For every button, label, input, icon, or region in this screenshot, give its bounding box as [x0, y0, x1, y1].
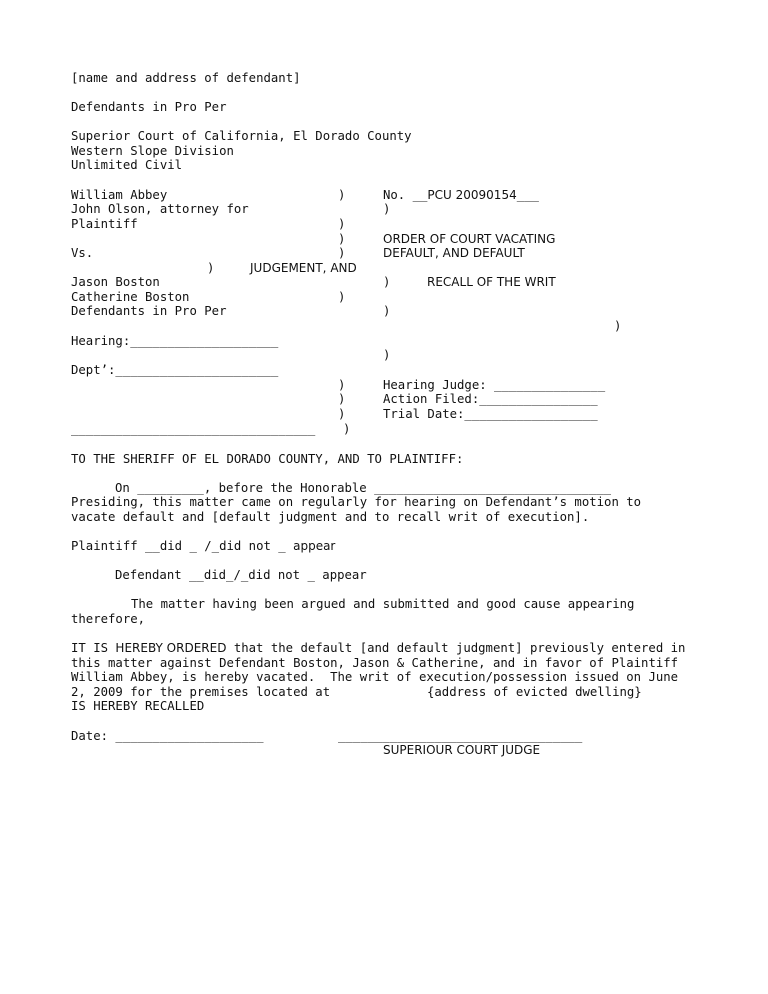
- order-line-1-rest: that the default [and default judgment] previously entered in: [226, 641, 686, 655]
- trial-date-field: Trial Date:__________________: [383, 407, 598, 421]
- document-title-line-1: ORDER OF COURT VACATING: [383, 232, 556, 246]
- document-title-line-4: RECALL OF THE WRIT: [427, 275, 556, 289]
- judge-signature-label: SUPERIOUR COURT JUDGE: [383, 743, 541, 757]
- case-number-suffix: ___: [516, 188, 539, 202]
- plaintiff-name: William Abbey: [71, 188, 168, 202]
- court-name: Superior Court of California, El Dorado County: [71, 129, 412, 143]
- caption-paren: ): [338, 188, 346, 202]
- paragraph-2-line-1: The matter having been argued and submitted and good cause appearing: [131, 597, 635, 611]
- caption-paren: ): [383, 202, 391, 216]
- dept-field: Dept’:______________________: [71, 363, 279, 377]
- judge-signature-line: _________________________________: [338, 729, 583, 743]
- order-line-3: William Abbey, is hereby vacated. The writ of execution/possession issued on June: [71, 670, 679, 684]
- pro-per-line: Defendants in Pro Per: [71, 100, 227, 114]
- plaintiff-attorney: John Olson, attorney for: [71, 202, 249, 216]
- court-division: Western Slope Division: [71, 144, 234, 158]
- order-line-5: IS HEREBY RECALLED: [71, 699, 205, 713]
- civil-type: Unlimited Civil: [71, 158, 183, 172]
- caption-paren: ): [614, 319, 622, 333]
- defendants-pro-per: Defendants in Pro Per: [71, 304, 227, 318]
- case-number: PCU 20090154: [427, 188, 517, 202]
- order-line-1: [71, 641, 685, 655]
- document-title-line-2: DEFAULT, AND DEFAULT: [383, 246, 525, 260]
- defendant-name-1: Jason Boston: [71, 275, 160, 289]
- order-line-4: 2, 2009 for the premises located at: [71, 685, 331, 699]
- caption-paren: ): [207, 261, 215, 275]
- caption-underline: _________________________________: [71, 422, 316, 436]
- evicted-dwelling-address-placeholder: {address of evicted dwelling}: [427, 685, 642, 699]
- hereby-ordered-text: HEREBY ORDERED: [115, 641, 227, 655]
- hearing-judge-field: Hearing Judge: _______________: [383, 378, 606, 392]
- caption-paren: ): [338, 246, 346, 260]
- plaintiff-appearance: [71, 539, 335, 553]
- paragraph-1-line-1: On _________, before the Honorable ________________________________: [115, 481, 612, 495]
- salutation: TO THE SHERIFF OF EL DORADO COUNTY, AND TO PLAINTIFF:: [71, 452, 464, 466]
- caption-paren: ): [338, 392, 346, 406]
- case-number-prefix: No. __: [383, 188, 428, 202]
- caption-paren: ): [338, 407, 346, 421]
- order-line-1-start: IT IS: [71, 641, 116, 655]
- caption-paren: ): [343, 422, 351, 436]
- plaintiff-label: Plaintiff: [71, 217, 138, 231]
- action-filed-field: Action Filed:________________: [383, 392, 598, 406]
- defendant-address-placeholder: [name and address of defendant]: [71, 71, 301, 85]
- defendant-name-2: Catherine Boston: [71, 290, 190, 304]
- hearing-field: Hearing:____________________: [71, 334, 279, 348]
- order-line-2: this matter against Defendant Boston, Jason & Catherine, and in favor of Plaintiff: [71, 656, 679, 670]
- case-number-line: [383, 188, 539, 202]
- document-title-line-3: JUDGEMENT, AND: [250, 261, 357, 275]
- paragraph-1-line-2: Presiding, this matter came on regularly for hearing on Defendant’s motion to: [71, 495, 642, 509]
- versus-label: Vs.: [71, 246, 94, 260]
- plaintiff-appear-word: appear: [293, 539, 336, 553]
- defendant-appearance: Defendant __did_/_did not _ appear: [115, 568, 367, 582]
- caption-paren: ): [383, 304, 391, 318]
- caption-paren: ): [338, 378, 346, 392]
- plaintiff-appearance-text: Plaintiff __did _ /_did not _: [71, 539, 294, 553]
- caption-paren: ): [383, 348, 391, 362]
- paragraph-2-line-2: therefore,: [71, 612, 146, 626]
- date-field: Date: ____________________: [71, 729, 264, 743]
- caption-paren: ): [338, 290, 346, 304]
- caption-paren: ): [338, 232, 346, 246]
- paragraph-1-line-3: vacate default and [default judgment and to recall writ of execution].: [71, 510, 590, 524]
- caption-paren: ): [338, 217, 346, 231]
- caption-paren: ): [383, 275, 391, 289]
